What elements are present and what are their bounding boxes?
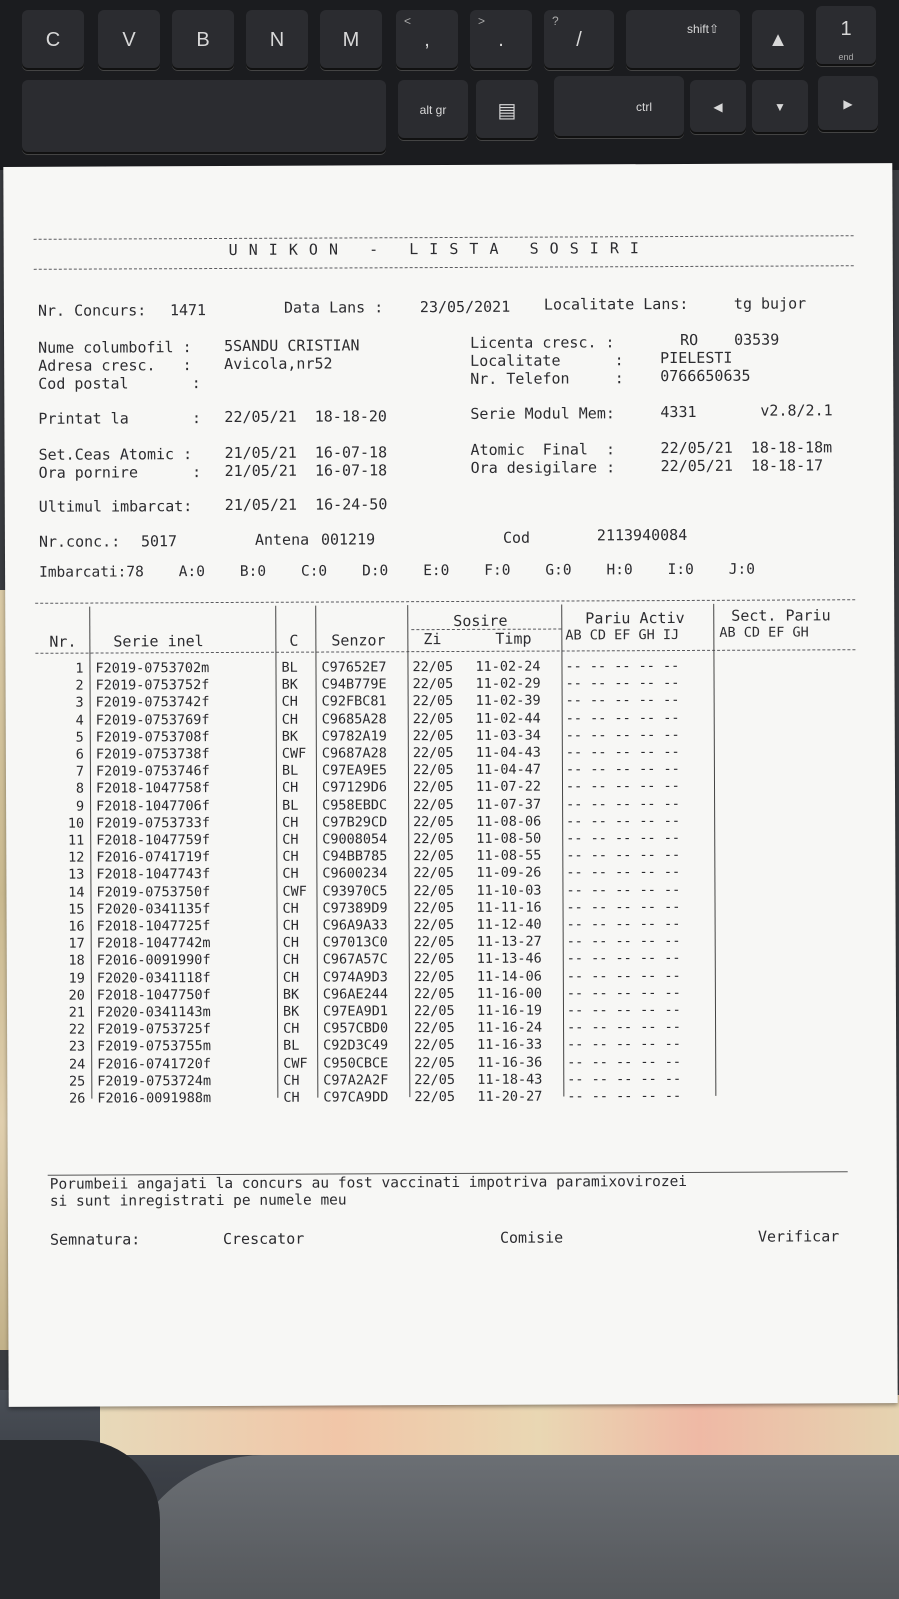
col-timp: Timp bbox=[495, 629, 532, 648]
cell-senzor: C97389D9 bbox=[322, 900, 388, 917]
cell-c: BK bbox=[282, 1003, 300, 1020]
table-row bbox=[7, 1087, 867, 1108]
cell-c: CH bbox=[283, 1089, 300, 1106]
desigilare-value: 22/05/21 18-18-17 bbox=[660, 456, 824, 476]
printat-label: Printat la : bbox=[38, 409, 201, 428]
arrow-down-icon: ▼ bbox=[774, 100, 786, 114]
cell-timp: 11-02-29 bbox=[475, 675, 541, 693]
cell-serie: F2019-0753702m bbox=[95, 660, 210, 677]
cell-senzor: C967A57C bbox=[322, 951, 388, 968]
cod-value: 2113940084 bbox=[596, 525, 688, 545]
cell-serie: F2018-1047750f bbox=[96, 986, 211, 1004]
cell-nr: 2 bbox=[75, 677, 84, 694]
cell-senzor: C97013C0 bbox=[322, 934, 388, 951]
cell-nr: 13 bbox=[68, 866, 85, 884]
cell-bets: -- -- -- -- -- bbox=[567, 1053, 682, 1071]
key-spacebar[interactable] bbox=[22, 80, 386, 154]
cell-zi: 22/05 bbox=[412, 658, 454, 676]
key-v[interactable] bbox=[98, 10, 160, 70]
cell-timp: 11-02-39 bbox=[475, 692, 541, 710]
cell-nr: 3 bbox=[75, 694, 84, 712]
data-lans-label: Data Lans : bbox=[283, 298, 384, 317]
cell-timp: 11-16-33 bbox=[477, 1036, 543, 1054]
key-ctrl[interactable] bbox=[554, 76, 684, 138]
cell-nr: 19 bbox=[68, 970, 85, 987]
telefon-label: Nr. Telefon : bbox=[470, 369, 624, 388]
cell-nr: 14 bbox=[68, 884, 85, 901]
key-ctrl-label: ctrl bbox=[636, 100, 652, 114]
cell-nr: 11 bbox=[67, 832, 85, 849]
cell-timp: 11-08-55 bbox=[476, 847, 542, 865]
cell-timp: 11-02-24 bbox=[475, 658, 541, 675]
cell-c: CH bbox=[282, 969, 300, 986]
cell-zi: 22/05 bbox=[412, 693, 454, 710]
cell-c: CH bbox=[282, 934, 299, 951]
key-m[interactable] bbox=[320, 10, 382, 70]
cell-serie: F2019-0753733f bbox=[96, 814, 210, 832]
set-ceas-label: Set.Ceas Atomic : bbox=[38, 445, 193, 464]
ultimul-value: 21/05/21 16-24-50 bbox=[224, 495, 388, 514]
key-b-label: B bbox=[196, 28, 210, 51]
cell-senzor: C97B29CD bbox=[322, 814, 388, 831]
cell-timp: 11-10-03 bbox=[476, 882, 542, 899]
atomic-final-value: 22/05/21 18-18-18m bbox=[660, 438, 833, 458]
cell-senzor: C9782A19 bbox=[321, 728, 387, 745]
cell-nr: 21 bbox=[68, 1004, 86, 1021]
semnatura-label: Semnatura: bbox=[49, 1230, 141, 1249]
cell-timp: 11-07-22 bbox=[475, 778, 542, 796]
cell-zi: 22/05 bbox=[413, 951, 455, 968]
cell-serie: F2020-0341135f bbox=[96, 900, 211, 918]
cell-bets: -- -- -- -- -- bbox=[567, 1087, 682, 1105]
cell-senzor: C958EBDC bbox=[322, 796, 388, 814]
cell-serie: F2019-0753724m bbox=[97, 1072, 212, 1090]
nr-conc-label: Nr.conc.: bbox=[38, 532, 121, 551]
nr-conc-value: 5017 bbox=[140, 532, 178, 551]
cell-serie: F2019-0753755m bbox=[97, 1038, 211, 1055]
licenta-value: 03539 bbox=[734, 330, 780, 349]
cell-bets: -- -- -- -- -- bbox=[565, 709, 680, 727]
cell-zi: 22/05 bbox=[414, 1020, 455, 1037]
cell-timp: 11-07-37 bbox=[476, 796, 542, 813]
cell-timp: 11-02-44 bbox=[475, 710, 541, 727]
concurs-label: Nr. Concurs: bbox=[37, 301, 147, 320]
cell-senzor: C974A9D3 bbox=[322, 968, 388, 986]
imbarcati-line: Imbarcati:78 A:0 B:0 C:0 D:0 E:0 F:0 G:0 H:0 I:0 J:0 bbox=[39, 561, 755, 581]
cell-timp: 11-08-06 bbox=[476, 813, 542, 830]
cell-timp: 11-18-43 bbox=[477, 1071, 543, 1088]
cell-timp: 11-04-47 bbox=[475, 761, 542, 779]
col-pariu: Pariu Activ bbox=[585, 608, 685, 628]
cell-c: CWF bbox=[282, 883, 307, 900]
cell-zi: 22/05 bbox=[414, 1037, 455, 1054]
cell-zi: 22/05 bbox=[414, 1054, 455, 1071]
laptop-keyboard bbox=[0, 0, 899, 170]
cell-nr: 5 bbox=[75, 729, 84, 746]
cell-bets: -- -- -- -- -- bbox=[565, 692, 680, 709]
nume-label: Nume columbofil : bbox=[38, 338, 192, 357]
localitate-value: PIELESTI bbox=[660, 348, 733, 368]
cell-zi: 22/05 bbox=[413, 968, 455, 985]
col-sect: Sect. Pariu bbox=[731, 606, 831, 625]
key-shift-label: shift⇧ bbox=[686, 22, 720, 36]
col-senzor: Senzor bbox=[331, 631, 386, 650]
cell-c: BK bbox=[282, 986, 300, 1003]
cell-nr: 24 bbox=[68, 1056, 86, 1073]
cell-nr: 10 bbox=[67, 815, 85, 832]
col-serie: Serie inel bbox=[113, 632, 204, 651]
cell-c: BL bbox=[283, 1038, 300, 1055]
cell-senzor: C92D3C49 bbox=[323, 1037, 389, 1054]
key-altgr-label: alt gr bbox=[419, 103, 447, 117]
cell-serie: F2020-0341118f bbox=[96, 969, 211, 987]
cell-timp: 11-16-24 bbox=[477, 1019, 543, 1037]
cell-nr: 22 bbox=[68, 1021, 86, 1038]
ora-pornire-label: Ora pornire : bbox=[38, 463, 202, 482]
cell-nr: 8 bbox=[75, 780, 85, 798]
cell-c: CH bbox=[282, 952, 300, 969]
ultimul-label: Ultimul imbarcat: bbox=[38, 497, 193, 516]
cell-timp: 11-20-27 bbox=[477, 1088, 543, 1105]
cell-bets: -- -- -- -- -- bbox=[566, 829, 681, 847]
serie-modul-value: 4331 bbox=[660, 402, 697, 422]
antena-value: 001219 bbox=[320, 530, 376, 549]
telefon-value: 0766650635 bbox=[660, 366, 751, 386]
key-comma[interactable] bbox=[396, 10, 458, 70]
cell-c: CH bbox=[282, 814, 299, 831]
cell-senzor: C96A9A33 bbox=[322, 917, 388, 934]
key-arrow-up[interactable] bbox=[752, 10, 804, 70]
cell-senzor: C97CA9DD bbox=[323, 1089, 389, 1106]
verificator-label: Verificar bbox=[757, 1227, 840, 1246]
col-pariu-sub: AB CD EF GH IJ bbox=[565, 627, 680, 644]
localitate-lans-value: tg bujor bbox=[733, 294, 807, 313]
cell-nr: 26 bbox=[69, 1090, 86, 1107]
cell-nr: 1 bbox=[75, 660, 84, 677]
cell-timp: 11-03-34 bbox=[475, 727, 541, 744]
cell-zi: 22/05 bbox=[414, 1071, 455, 1088]
cell-bets: -- -- -- -- -- bbox=[566, 933, 681, 950]
col-zi: Zi bbox=[423, 630, 442, 649]
cell-timp: 11-13-27 bbox=[476, 933, 542, 951]
licenta-label: Licenta cresc. : bbox=[470, 333, 615, 352]
cell-zi: 22/05 bbox=[413, 882, 455, 899]
cell-bets: -- -- -- -- -- bbox=[565, 778, 680, 795]
cell-serie: F2016-0091988m bbox=[97, 1090, 212, 1107]
cell-serie: F2019-0753708f bbox=[95, 728, 210, 746]
cell-c: CWF bbox=[283, 1055, 308, 1072]
cell-zi: 22/05 bbox=[413, 865, 455, 882]
key-b[interactable] bbox=[172, 10, 234, 70]
cell-nr: 7 bbox=[75, 763, 84, 780]
desigilare-label: Ora desigilare : bbox=[470, 458, 616, 477]
cell-bets: -- -- -- -- -- bbox=[565, 658, 680, 675]
cell-c: CH bbox=[282, 900, 299, 917]
cell-nr: 23 bbox=[68, 1038, 86, 1056]
title-rule-bottom bbox=[34, 265, 854, 270]
cell-nr: 18 bbox=[68, 952, 85, 970]
cell-senzor: C97652E7 bbox=[321, 659, 387, 676]
localitate-lans-label: Localitate Lans: bbox=[543, 294, 689, 314]
cell-bets: -- -- -- -- -- bbox=[565, 743, 680, 761]
cell-c: CH bbox=[282, 848, 299, 865]
key-n-label: N bbox=[269, 28, 285, 51]
key-period-shift: > bbox=[478, 14, 486, 28]
key-c[interactable] bbox=[22, 10, 84, 70]
cell-senzor: C97129D6 bbox=[321, 779, 388, 796]
cell-c: BK bbox=[281, 676, 298, 693]
cell-timp: 11-16-36 bbox=[477, 1054, 543, 1071]
cell-bets: -- -- -- -- -- bbox=[566, 984, 681, 1002]
comisie-label: Comisie bbox=[499, 1228, 564, 1247]
cell-nr: 6 bbox=[75, 746, 84, 763]
arrow-left-icon: ◀ bbox=[713, 100, 723, 114]
cell-bets: -- -- -- -- -- bbox=[565, 761, 680, 778]
cell-zi: 22/05 bbox=[413, 934, 455, 951]
cell-senzor: C97A2A2F bbox=[323, 1072, 389, 1089]
cell-bets: -- -- -- -- -- bbox=[566, 864, 681, 881]
cell-nr: 12 bbox=[68, 849, 85, 866]
cell-senzor: C96AE244 bbox=[322, 986, 388, 1003]
cell-nr: 25 bbox=[68, 1073, 86, 1090]
cell-senzor: C94B779E bbox=[321, 676, 387, 693]
key-period-label: . bbox=[498, 28, 504, 51]
cell-senzor: C9008054 bbox=[322, 831, 388, 848]
key-comma-label: , bbox=[424, 28, 430, 51]
cell-nr: 17 bbox=[68, 935, 85, 952]
cell-c: BK bbox=[281, 728, 299, 745]
cell-zi: 22/05 bbox=[412, 779, 454, 796]
cell-timp: 11-04-43 bbox=[475, 744, 541, 761]
footer-line-1: Porumbeii angajati la concurs au fost vaccinati impotriva paramixovirozei bbox=[49, 1173, 688, 1193]
key-arrow-right[interactable] bbox=[818, 76, 878, 132]
cell-nr: 4 bbox=[75, 712, 84, 729]
arrival-list-printout bbox=[3, 163, 897, 1407]
col-c: C bbox=[289, 631, 299, 650]
cell-zi: 22/05 bbox=[413, 916, 455, 934]
table-rule-top bbox=[35, 599, 855, 604]
cell-serie: F2018-1047759f bbox=[96, 832, 211, 849]
cell-serie: F2019-0753752f bbox=[95, 677, 210, 694]
licenta-country: RO bbox=[680, 330, 699, 349]
cell-c: BL bbox=[282, 797, 299, 814]
cell-serie: F2019-0753738f bbox=[95, 746, 210, 763]
cell-senzor: C957CBD0 bbox=[323, 1020, 389, 1037]
cell-c: CH bbox=[283, 1072, 300, 1089]
cell-timp: 11-08-50 bbox=[476, 830, 542, 847]
cell-bets: -- -- -- -- -- bbox=[566, 967, 681, 985]
key-arrow-up-label: ▲ bbox=[768, 28, 788, 51]
cell-serie: F2016-0741720f bbox=[97, 1055, 212, 1073]
cell-bets: -- -- -- -- -- bbox=[566, 950, 681, 967]
cell-bets: -- -- -- -- -- bbox=[566, 812, 680, 830]
cell-timp: 11-09-26 bbox=[476, 864, 542, 882]
cell-senzor: C9600234 bbox=[322, 865, 388, 882]
cell-zi: 22/05 bbox=[413, 796, 454, 813]
cell-zi: 22/05 bbox=[413, 1002, 455, 1020]
cell-c: CH bbox=[282, 917, 299, 934]
cell-zi: 22/05 bbox=[412, 727, 454, 744]
key-end[interactable] bbox=[816, 6, 876, 66]
cell-bets: -- -- -- -- -- bbox=[567, 1036, 681, 1053]
cell-timp: 11-12-40 bbox=[476, 916, 542, 933]
cell-zi: 22/05 bbox=[413, 985, 455, 1002]
cell-timp: 11-14-06 bbox=[476, 968, 542, 985]
cell-nr: 16 bbox=[68, 918, 85, 935]
cell-timp: 11-16-00 bbox=[476, 985, 542, 1002]
key-n[interactable] bbox=[246, 10, 308, 70]
cell-bets: -- -- -- -- -- bbox=[567, 1070, 682, 1088]
localitate-label: Localitate : bbox=[470, 351, 624, 370]
cell-serie: F2018-1047758f bbox=[95, 780, 210, 797]
key-shift[interactable] bbox=[626, 10, 740, 70]
cell-bets: -- -- -- -- -- bbox=[566, 847, 681, 864]
cell-bets: -- -- -- -- -- bbox=[566, 795, 680, 813]
cell-c: BL bbox=[281, 762, 299, 779]
document-title: U N I K O N - L I S T A S O S I R I bbox=[228, 239, 640, 259]
cell-c: CH bbox=[281, 780, 299, 797]
set-ceas-value: 21/05/21 16-07-18 bbox=[224, 443, 388, 462]
cell-bets: -- -- -- -- -- bbox=[566, 881, 681, 899]
key-arrow-left[interactable] bbox=[690, 80, 746, 134]
cell-serie: F2018-1047742m bbox=[96, 935, 211, 952]
cell-zi: 22/05 bbox=[412, 676, 454, 693]
cell-serie: F2019-0753750f bbox=[96, 883, 211, 901]
cell-c: CH bbox=[281, 711, 299, 728]
cell-timp: 11-16-19 bbox=[476, 1002, 543, 1019]
key-period[interactable] bbox=[470, 10, 532, 70]
col-nr: Nr. bbox=[49, 632, 77, 651]
version-value: v2.8/2.1 bbox=[760, 401, 833, 420]
cell-c: CH bbox=[282, 866, 299, 883]
col-sosire: Sosire bbox=[453, 611, 508, 630]
cell-bets: -- -- -- -- -- bbox=[565, 726, 680, 744]
cell-zi: 22/05 bbox=[413, 830, 454, 848]
cell-senzor: C950CBCE bbox=[323, 1054, 389, 1072]
cell-senzor: C9687A28 bbox=[321, 745, 387, 762]
data-lans-value: 23/05/2021 bbox=[419, 297, 511, 317]
cell-serie: F2016-0741719f bbox=[96, 849, 211, 866]
serie-modul-label: Serie Modul Mem: bbox=[470, 404, 615, 423]
key-comma-shift: < bbox=[404, 14, 412, 28]
cell-c: CWF bbox=[281, 745, 307, 762]
cell-zi: 22/05 bbox=[413, 813, 454, 830]
cell-senzor: C94BB785 bbox=[322, 848, 388, 865]
key-end-sub: end bbox=[838, 52, 854, 62]
cell-zi: 22/05 bbox=[412, 710, 454, 727]
key-slash-label: / bbox=[576, 28, 582, 51]
col-sect-sub: AB CD EF GH bbox=[719, 624, 809, 641]
cell-nr: 15 bbox=[68, 901, 85, 918]
cell-c: CH bbox=[282, 831, 299, 848]
cell-timp: 11-11-16 bbox=[476, 899, 542, 916]
cell-senzor: C97EA9E5 bbox=[321, 762, 388, 779]
cell-timp: 11-13-46 bbox=[476, 950, 542, 968]
key-slash-shift: ? bbox=[552, 14, 559, 28]
cod-label: Cod bbox=[502, 528, 531, 547]
adresa-label: Adresa cresc. : bbox=[38, 356, 192, 375]
cell-bets: -- -- -- -- -- bbox=[566, 1001, 681, 1019]
cell-c: BL bbox=[281, 659, 298, 676]
cell-zi: 22/05 bbox=[412, 762, 454, 779]
cell-c: CH bbox=[281, 694, 298, 711]
cell-bets: -- -- -- -- -- bbox=[566, 898, 681, 916]
adresa-value: Avicola,nr52 bbox=[224, 354, 333, 373]
cell-bets: -- -- -- -- -- bbox=[567, 1019, 681, 1036]
cell-serie: F2019-0753769f bbox=[95, 711, 210, 729]
cod-postal-label: Cod postal : bbox=[38, 374, 201, 393]
concurs-value: 1471 bbox=[169, 301, 207, 320]
key-c-label: C bbox=[45, 28, 61, 51]
cell-bets: -- -- -- -- -- bbox=[566, 915, 681, 933]
key-arrow-down[interactable] bbox=[752, 80, 808, 134]
key-slash[interactable] bbox=[544, 10, 614, 70]
cell-serie: F2019-0753746f bbox=[95, 763, 210, 780]
key-altgr[interactable] bbox=[398, 80, 468, 140]
nume-value: 5SANDU CRISTIAN bbox=[224, 336, 360, 355]
antena-label: Antena bbox=[254, 530, 310, 549]
cell-zi: 22/05 bbox=[412, 744, 454, 762]
cell-senzor: C93970C5 bbox=[322, 882, 388, 900]
cell-senzor: C92FBC81 bbox=[321, 693, 387, 710]
crescator-label: Crescator bbox=[222, 1229, 305, 1248]
background-shadow bbox=[0, 1440, 160, 1599]
footer-line-2: si sunt inregistrati pe numele meu bbox=[49, 1192, 347, 1210]
key-v-label: V bbox=[122, 28, 136, 51]
cell-c: CH bbox=[283, 1020, 300, 1037]
cell-zi: 22/05 bbox=[413, 848, 454, 865]
cell-zi: 22/05 bbox=[413, 899, 455, 916]
printat-value: 22/05/21 18-18-20 bbox=[224, 407, 387, 426]
ora-pornire-value: 21/05/21 16-07-18 bbox=[224, 461, 388, 480]
atomic-final-label: Atomic Final : bbox=[470, 440, 616, 459]
cell-serie: F2020-0341143m bbox=[96, 1004, 211, 1021]
arrow-right-icon: ▶ bbox=[843, 97, 853, 111]
cell-senzor: C97EA9D1 bbox=[322, 1003, 389, 1020]
cell-nr: 9 bbox=[75, 798, 85, 815]
cell-nr: 20 bbox=[68, 987, 85, 1004]
menu-icon: ▤ bbox=[497, 99, 517, 122]
cell-serie: F2018-1047725f bbox=[96, 918, 211, 935]
cell-serie: F2019-0753725f bbox=[97, 1021, 211, 1038]
background-pillow bbox=[120, 1455, 899, 1599]
key-menu[interactable] bbox=[476, 80, 538, 140]
cell-serie: F2016-0091990f bbox=[96, 952, 211, 969]
cell-serie: F2018-1047706f bbox=[96, 797, 210, 815]
cell-serie: F2018-1047743f bbox=[96, 866, 211, 883]
cell-serie: F2019-0753742f bbox=[95, 694, 210, 711]
cell-bets: -- -- -- -- -- bbox=[565, 675, 680, 692]
cell-senzor: C9685A28 bbox=[321, 710, 387, 728]
cell-zi: 22/05 bbox=[414, 1088, 456, 1106]
key-m-label: M bbox=[342, 28, 360, 51]
key-end-label: 1 bbox=[840, 17, 852, 40]
